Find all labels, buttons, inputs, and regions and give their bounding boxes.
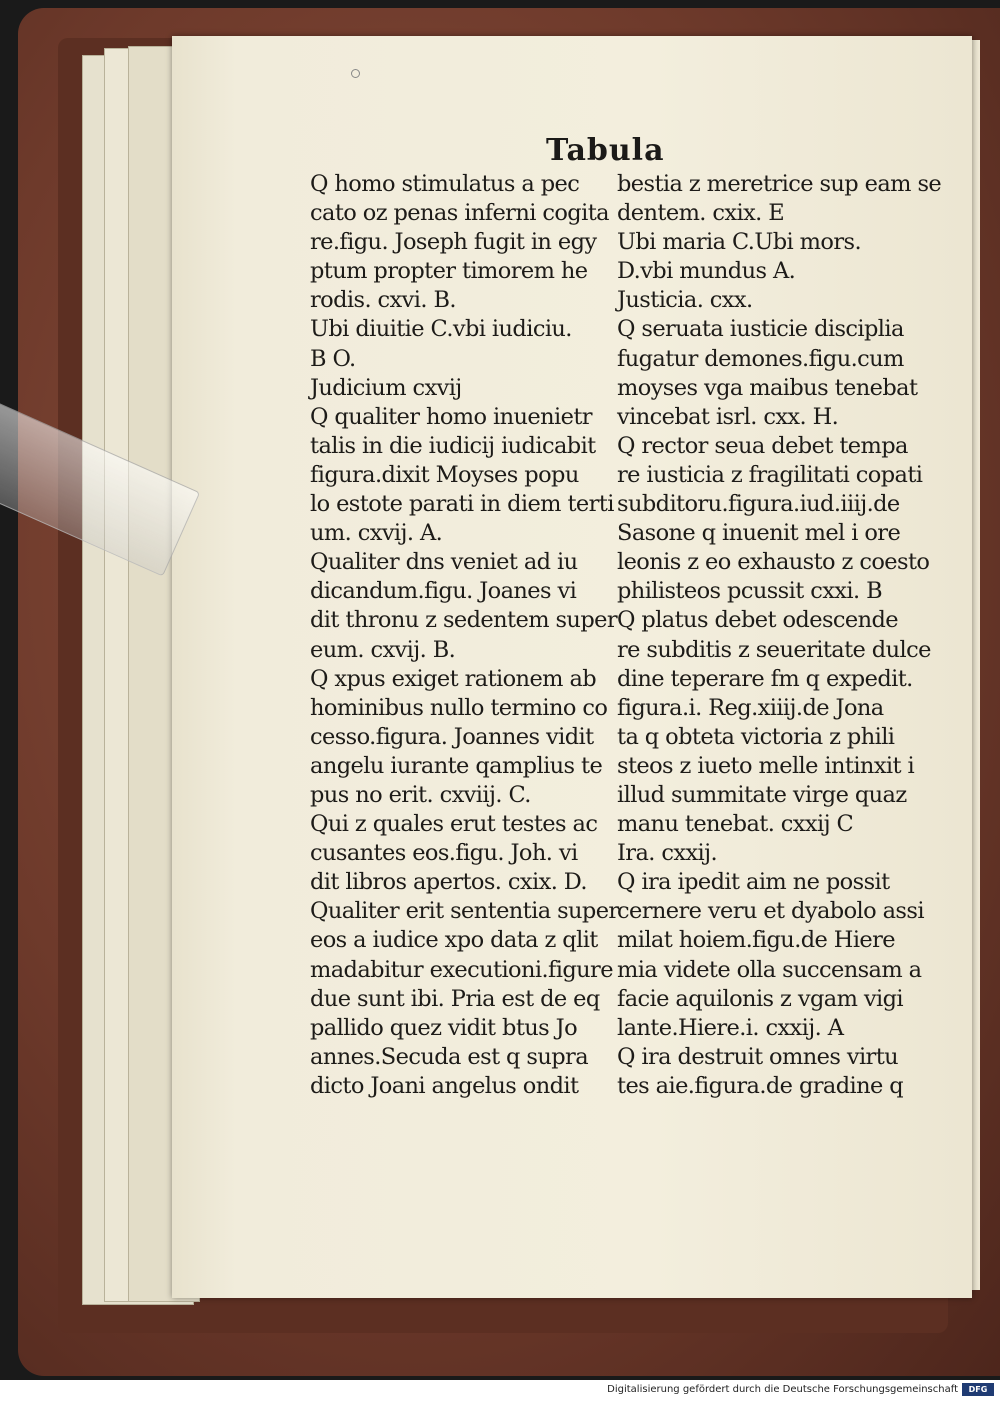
- text-line: bestia z meretrice sup eam se: [617, 171, 942, 197]
- text-line: angelu iurante qamplius te: [310, 752, 603, 779]
- text-line: Ubi diuitie C.vbi iudiciu.: [310, 316, 572, 343]
- text-line: subditoru.figura.iud.iiij.de: [617, 491, 900, 518]
- text-line: steos z iueto melle intinxit i: [617, 752, 915, 779]
- text-line: Q qualiter homo inuenietr: [310, 403, 592, 430]
- text-line: hominibus nullo termino co: [310, 694, 608, 721]
- text-line: Judicium cxvij: [310, 374, 462, 401]
- text-line: leonis z eo exhausto z coesto: [617, 549, 930, 576]
- text-line: Ubi maria C.Ubi mors.: [617, 229, 861, 256]
- text-line: cernere veru et dyabolo assi: [617, 898, 924, 925]
- text-line: philisteos pcussit cxxi. B: [617, 578, 883, 605]
- text-line: pus no erit. cxviij. C.: [310, 781, 531, 808]
- text-line: cato oz penas inferni cogita: [310, 200, 609, 227]
- text-line: Qualiter erit sententia super: [310, 898, 619, 925]
- text-line: Ira. cxxij.: [617, 840, 718, 867]
- text-line: dit thronu z sedentem super: [310, 607, 617, 634]
- text-line: dicandum.figu. Joanes vi: [310, 578, 577, 605]
- text-line: Qui z quales erut testes ac: [310, 811, 598, 838]
- text-line: annes.Secuda est q supra: [310, 1043, 589, 1070]
- text-line: Q seruata iusticie disciplia: [617, 316, 904, 343]
- text-line: mia videte olla succensam a: [617, 956, 922, 983]
- text-line: ptum propter timorem he: [310, 258, 588, 285]
- text-line: dentem. cxix. E: [617, 200, 785, 227]
- footer-credit: Digitalisierung gefördert durch die Deutsche Forschungsgemeinschaft: [607, 1384, 958, 1395]
- text-line: cesso.figura. Joannes vidit: [310, 723, 594, 750]
- text-line: eum. cxvij. B.: [310, 636, 456, 663]
- text-line: re.figu. Joseph fugit in egy: [310, 229, 597, 256]
- page-heading: Tabula: [546, 133, 665, 168]
- text-line: eos a iudice xpo data z qlit: [310, 927, 598, 954]
- text-line: Sasone q inuenit mel i ore: [617, 520, 901, 547]
- text-line: Qualiter dns veniet ad iu: [310, 549, 578, 576]
- text-line: fugatur demones.figu.cum: [617, 345, 904, 372]
- text-line: tes aie.figura.de gradine q: [617, 1072, 904, 1099]
- dfg-logo: DFG: [962, 1383, 994, 1396]
- text-line: um. cxvij. A.: [310, 520, 443, 547]
- text-line: Q platus debet odescende: [617, 607, 899, 634]
- text-line: illud summitate virge quaz: [617, 781, 907, 808]
- text-line: manu tenebat. cxxij C: [617, 811, 854, 838]
- text-line: figura.dixit Moyses popu: [310, 461, 579, 488]
- text-line: Justicia. cxx.: [617, 287, 753, 314]
- text-line: due sunt ibi. Pria est de eq: [310, 985, 600, 1012]
- text-line: Q ira ipedit aim ne possit: [617, 869, 890, 896]
- text-line: B O.: [310, 345, 356, 372]
- text-line: rodis. cxvi. B.: [310, 287, 456, 314]
- page-hole: [351, 69, 360, 78]
- text-line: cusantes eos.figu. Joh. vi: [310, 840, 578, 867]
- text-line: re iusticia z fragilitati copati: [617, 461, 923, 488]
- text-line: D.vbi mundus A.: [617, 258, 796, 285]
- text-line: ta q obteta victoria z phili: [617, 723, 895, 750]
- text-line: moyses vga maibus tenebat: [617, 374, 918, 401]
- text-line: dine teperare fm q expedit.: [617, 665, 913, 692]
- text-line: facie aquilonis z vgam vigi: [617, 985, 903, 1012]
- text-column-left: [310, 170, 619, 1101]
- text-line: lante.Hiere.i. cxxij. A: [617, 1014, 844, 1041]
- text-line: madabitur executioni.figure: [310, 956, 613, 983]
- text-line: figura.i. Reg.xiiij.de Jona: [617, 694, 884, 721]
- text-line: talis in die iudicij iudicabit: [310, 432, 596, 459]
- text-line: pallido quez vidit btus Jo: [310, 1014, 578, 1041]
- text-line: Q xpus exiget rationem ab: [310, 665, 597, 692]
- text-line: Q homo stimulatus a pec: [310, 171, 580, 197]
- text-line: lo estote parati in diem terti: [310, 491, 614, 518]
- text-line: vincebat isrl. cxx. H.: [617, 403, 839, 430]
- text-line: dicto Joani angelus ondit: [310, 1072, 579, 1099]
- text-column-right: [617, 170, 942, 1101]
- text-line: milat hoiem.figu.de Hiere: [617, 927, 896, 954]
- text-line: dit libros apertos. cxix. D.: [310, 869, 587, 896]
- text-line: Q ira destruit omnes virtu: [617, 1043, 899, 1070]
- text-line: re subditis z seueritate dulce: [617, 636, 931, 663]
- text-line: Q rector seua debet tempa: [617, 432, 908, 459]
